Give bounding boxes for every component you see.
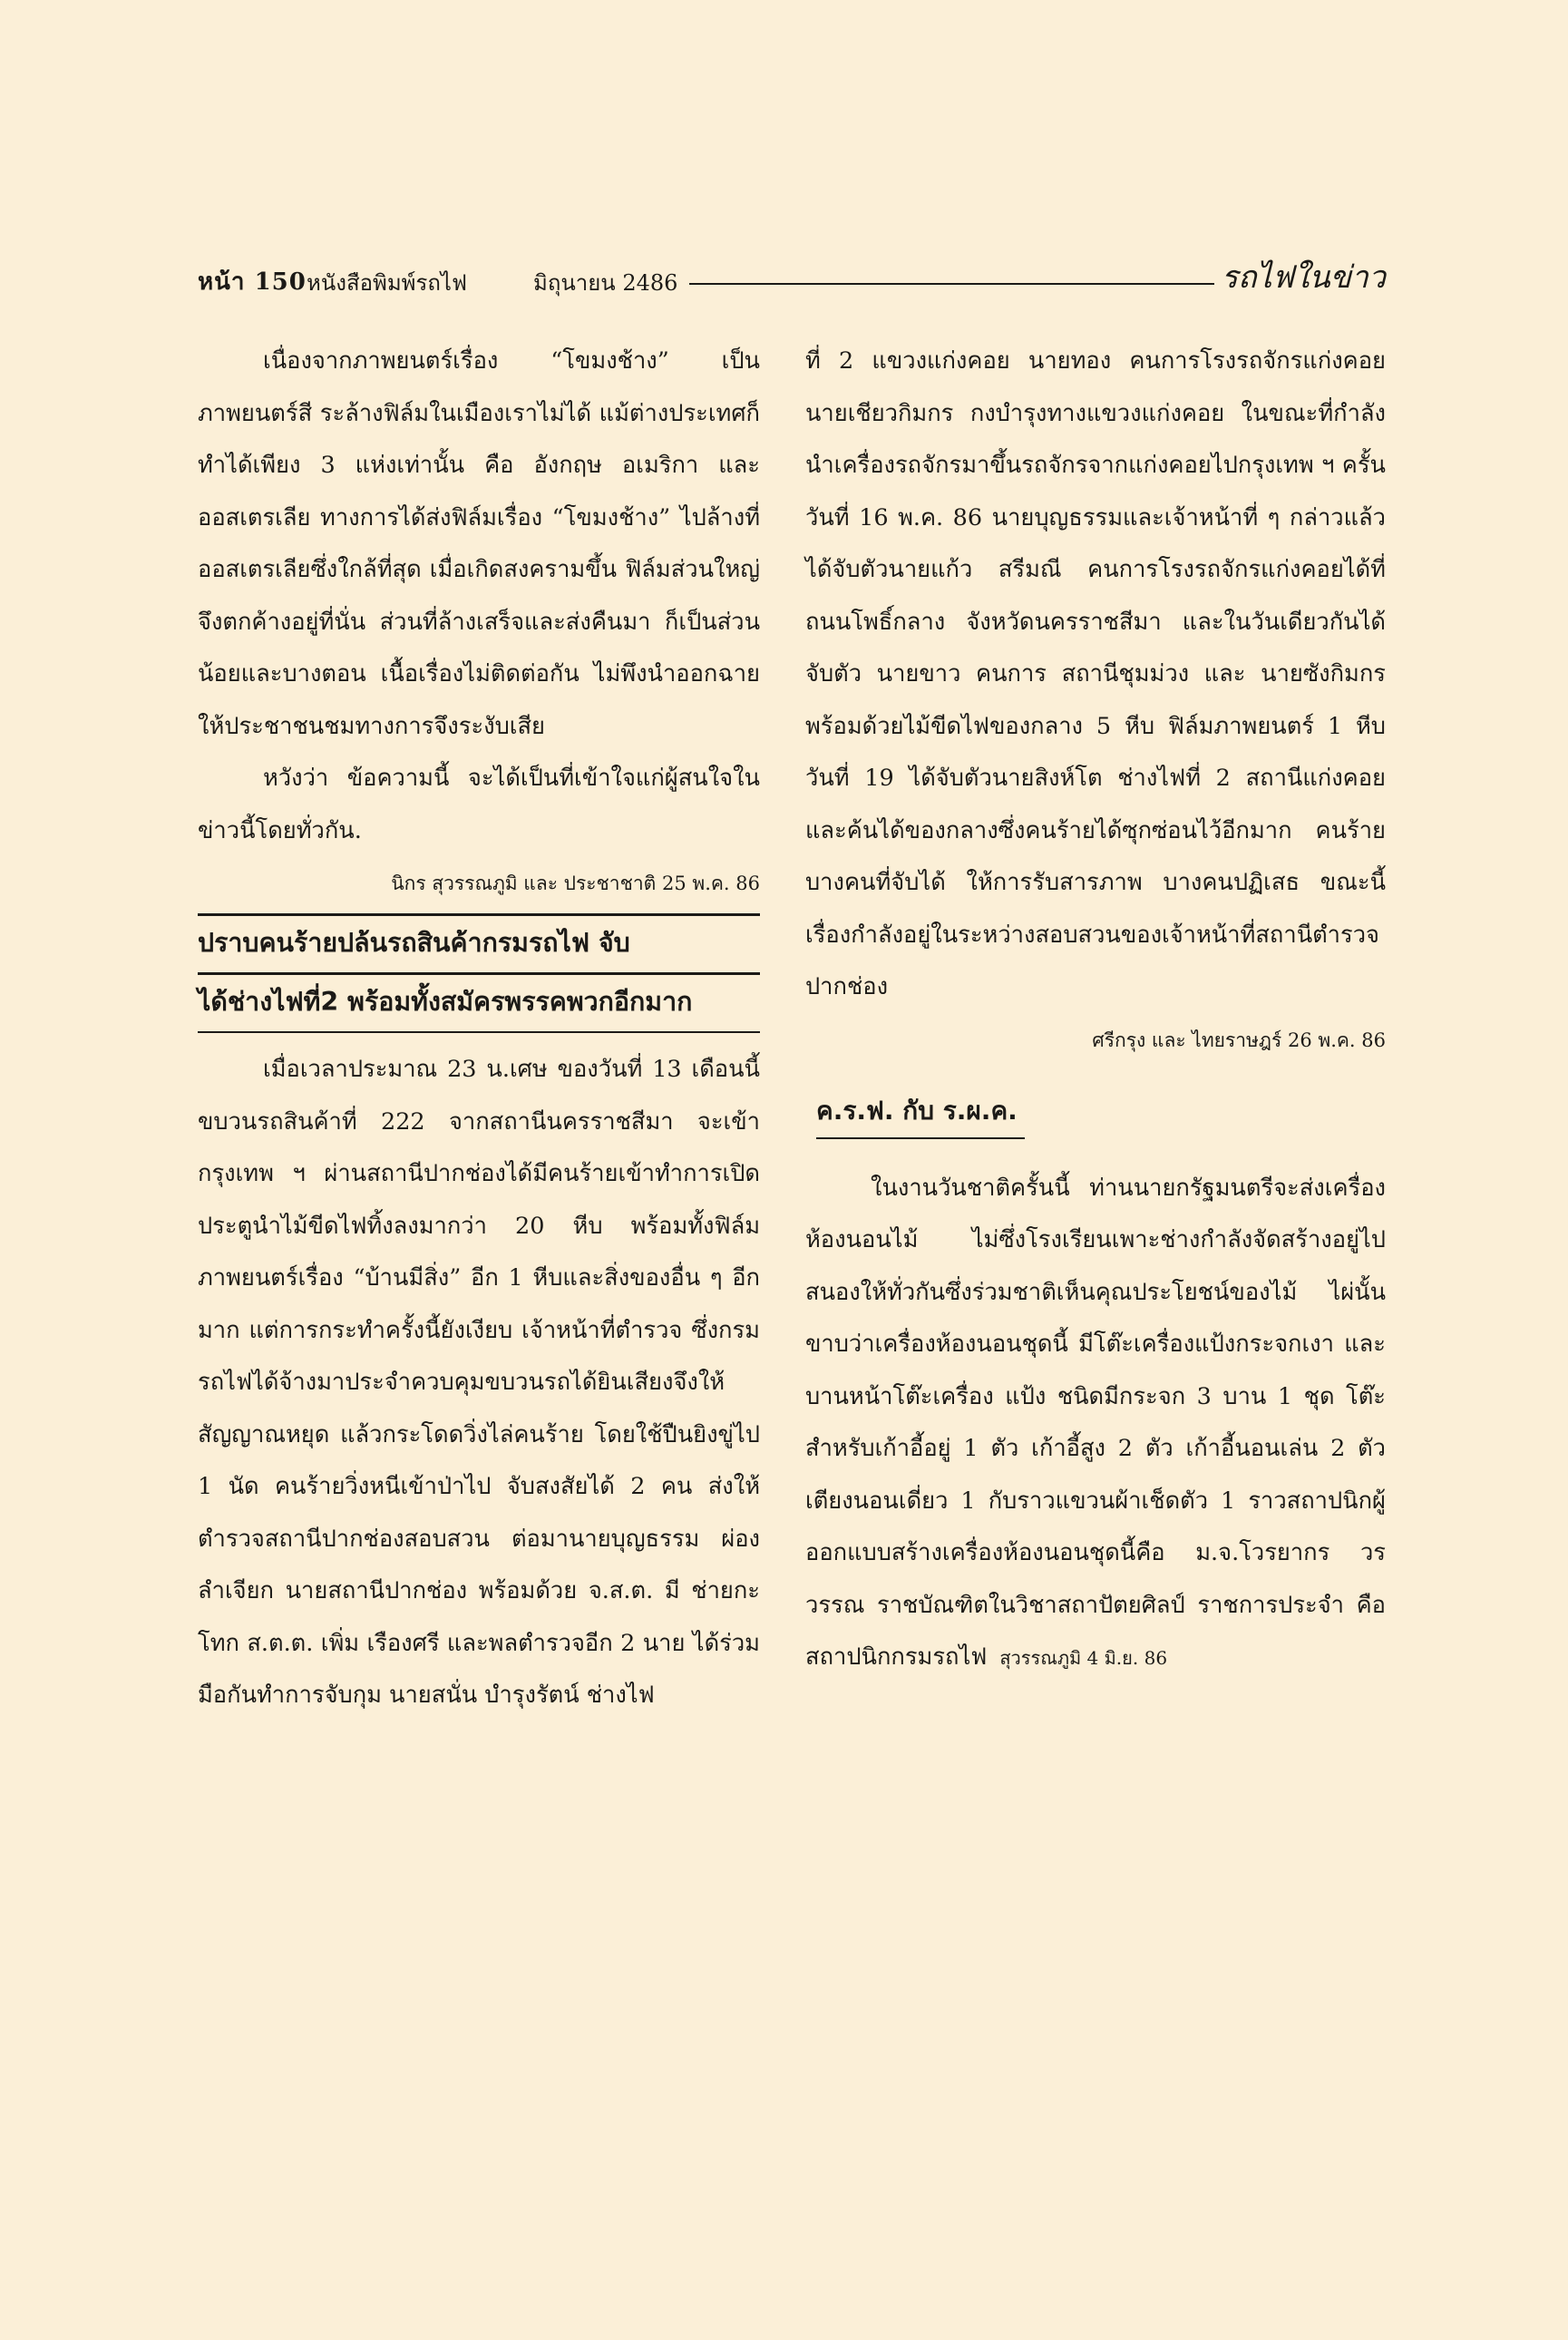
article3-text: ในงานวันชาติครั้นนี้ ท่านนายกรัฐมนตรีจะส่งเครื่องห้องนอนไม้ ไม่ซึ่งโรงเรียนเพาะช่างกำลังจัดสร้างอยู่ไปสนองให้ทั่วกันซึ่งร่วมชาติเห็นคุณประโยชน์ของไม้ ไผ่นั้น ขาบว่าเครื่องห้องนอนชุดนี้ มีโต๊ะเครื่องแป้งกระจกเงา และบานหน้าโต๊ะเครื่อง แป้ง ชนิดมีกระจก 3 บาน 1 ชุด โต๊ะสำหรับเก้าอี้อยู่ 1 ตัว เก้าอี้สูง 2 ตัว เก้าอี้นอนเล่น 2 ตัว เตียงนอนเดี่ยว 1 กับราวแขวนผ้าเช็ดตัว 1 ราวสถาปนิกผู้ออกแบบสร้างเครื่องห้องนอนชุดนี้คือ ม.จ.โวรยากร วรวรรณ ราชบัณฑิตในวิชาสถาปัตยศิลป์ ราชการประจำ คือ สถาปนิกกรมรถไฟ <box>805 1174 1386 1671</box>
right-column <box>805 336 1386 1685</box>
page-number: หน้า 150 <box>198 268 307 296</box>
issue-date: มิถุนายน 2486 <box>533 270 678 296</box>
headline-line-1: ปราบคนร้ายปล้นรถสินค้ากรมรถไฟ จับ <box>198 928 630 958</box>
publication-name: หนังสือพิมพ์รถไฟ <box>307 270 467 296</box>
headline-bottom-rule <box>198 1031 760 1033</box>
section-title: รถไฟในข่าว <box>1214 252 1386 301</box>
article2-paragraph: เมื่อเวลาประมาณ 23 น.เศษ ของวันที่ 13 เดือนนี้ ขบวนรถสินค้าที่ 222 จากสถานีนครราชสีมา จะเข้ากรุงเทพ ฯ ผ่านสถานีปากช่องได้มีคนร้ายเข้าทำการเปิดประตูนำไม้ขีดไฟทิ้งลงมากว่า 20 หีบ พร้อมทั้งฟิล์มภาพยนตร์เรื่อง “บ้านมีสิ่ง” อีก 1 หีบและสิ่งของอื่น ๆ อีกมาก แต่การกระทำครั้งนี้ยังเงียบ เจ้าหน้าที่ตำรวจ ซึ่งกรมรถไฟได้จ้างมาประจำควบคุมขบวนรถได้ยินเสียงจึงให้สัญญาณหยุด แล้วกระโดดวิ่งไล่คนร้าย โดยใช้ปืนยิงขู่ไป 1 นัด คนร้ายวิ่งหนีเข้าป่าไป จับสงสัยได้ 2 คน ส่งให้ตำรวจสถานีปากช่องสอบสวน ต่อมานายบุญธรรม ผ่องลำเจียก นายสถานีปากช่อง พร้อมด้วย จ.ส.ต. มี ช่ายกะโทก ส.ต.ต. เพิ่ม เรืองศรี และพลตำรวจอีก 2 นาย ได้ร่วมมือกันทำการจับกุม นายสนั่น บำรุงรัตน์ ช่างไฟ <box>198 1056 760 1709</box>
article1-paragraph: หวังว่า ข้อความนี้ จะได้เป็นที่เข้าใจแก่ผู้สนใจในข่าวนี้โดยทั่วกัน. <box>198 765 760 844</box>
article2-paragraph-continued: ที่ 2 แขวงแก่งคอย นายทอง คนการโรงรถจักรแก่งคอย นายเชียวกิมกร กงบำรุงทางแขวงแก่งคอย ในขณะที่กำลังนำเครื่องรถจักรมาขึ้นรถจักรจากแก่งคอยไปกรุงเทพ ฯ ครั้นวันที่ 16 พ.ค. 86 นายบุญธรรมและเจ้าหน้าที่ ๆ กล่าวแล้ว ได้จับตัวนายแก้ว สรีมณี คนการโรงรถจักรแก่งคอยได้ที่ถนนโพธิ์กลาง จังหวัดนครราชสีมา และในวันเดียวกันได้จับตัว นายขาว คนการ สถานีชุมม่วง และ นายซังกิมกร พร้อมด้วยไม้ขีดไฟของกลาง 5 หีบ ฟิล์มภาพยนตร์ 1 หีบ วันที่ 19 ได้จับตัวนายสิงห์โต ช่างไฟที่ 2 สถานีแก่งคอย และค้นได้ของกลางซึ่งคนร้ายได้ซุกซ่อนไว้อีกมาก คนร้ายบางคนที่จับได้ ให้การรับสารภาพ บางคนปฏิเสธ ขณะนี้เรื่องกำลังอยู่ในระหว่างสอบสวนของเจ้าหน้าที่สถานีตำรวจปากช่อง <box>805 347 1386 1000</box>
article3-subhead: ค.ร.ฟ. กับ ร.ผ.ค. <box>816 1088 1025 1139</box>
page-header <box>198 252 1386 307</box>
article3-credit: สุวรรณภูมิ 4 มิ.ย. 86 <box>999 1647 1168 1669</box>
left-column <box>198 336 760 1722</box>
article3-paragraph <box>805 1163 1386 1685</box>
article1-credit: นิกร สุวรรณภูมิ และ ประชาชาติ 25 พ.ค. 86 <box>391 873 760 894</box>
article2-credit: ศรีกรุง และ ไทยราษฎร์ 26 พ.ค. 86 <box>1092 1029 1386 1051</box>
headline-line-2: ได้ช่างไฟที่2 พร้อมทั้งสมัครพรรคพวกอีกมาก <box>198 987 693 1017</box>
article1-paragraph: เนื่องจากภาพยนตร์เรื่อง “โขมงช้าง” เป็นภาพยนตร์สี ระล้างฟิล์มในเมืองเราไม่ได้ แม้ต่างประเทศก็ทำได้เพียง 3 แห่งเท่านั้น คือ อังกฤษ อเมริกา และออสเตรเลีย ทางการได้ส่งฟิล์มเรื่อง “โขมงช้าง” ไปล้างที่ออสเตรเลียซึ่งใกล้ที่สุด เมื่อเกิดสงครามขึ้น ฟิล์มส่วนใหญ่จึงตกค้างอยู่ที่นั่น ส่วนที่ล้างเสร็จและส่งคืนมา ก็เป็นส่วนน้อยและบางตอน เนื้อเรื่องไม่ติดต่อกัน ไม่พึงนำออกฉายให้ประชาชนชมทางการจึงระงับเสีย <box>198 347 760 740</box>
